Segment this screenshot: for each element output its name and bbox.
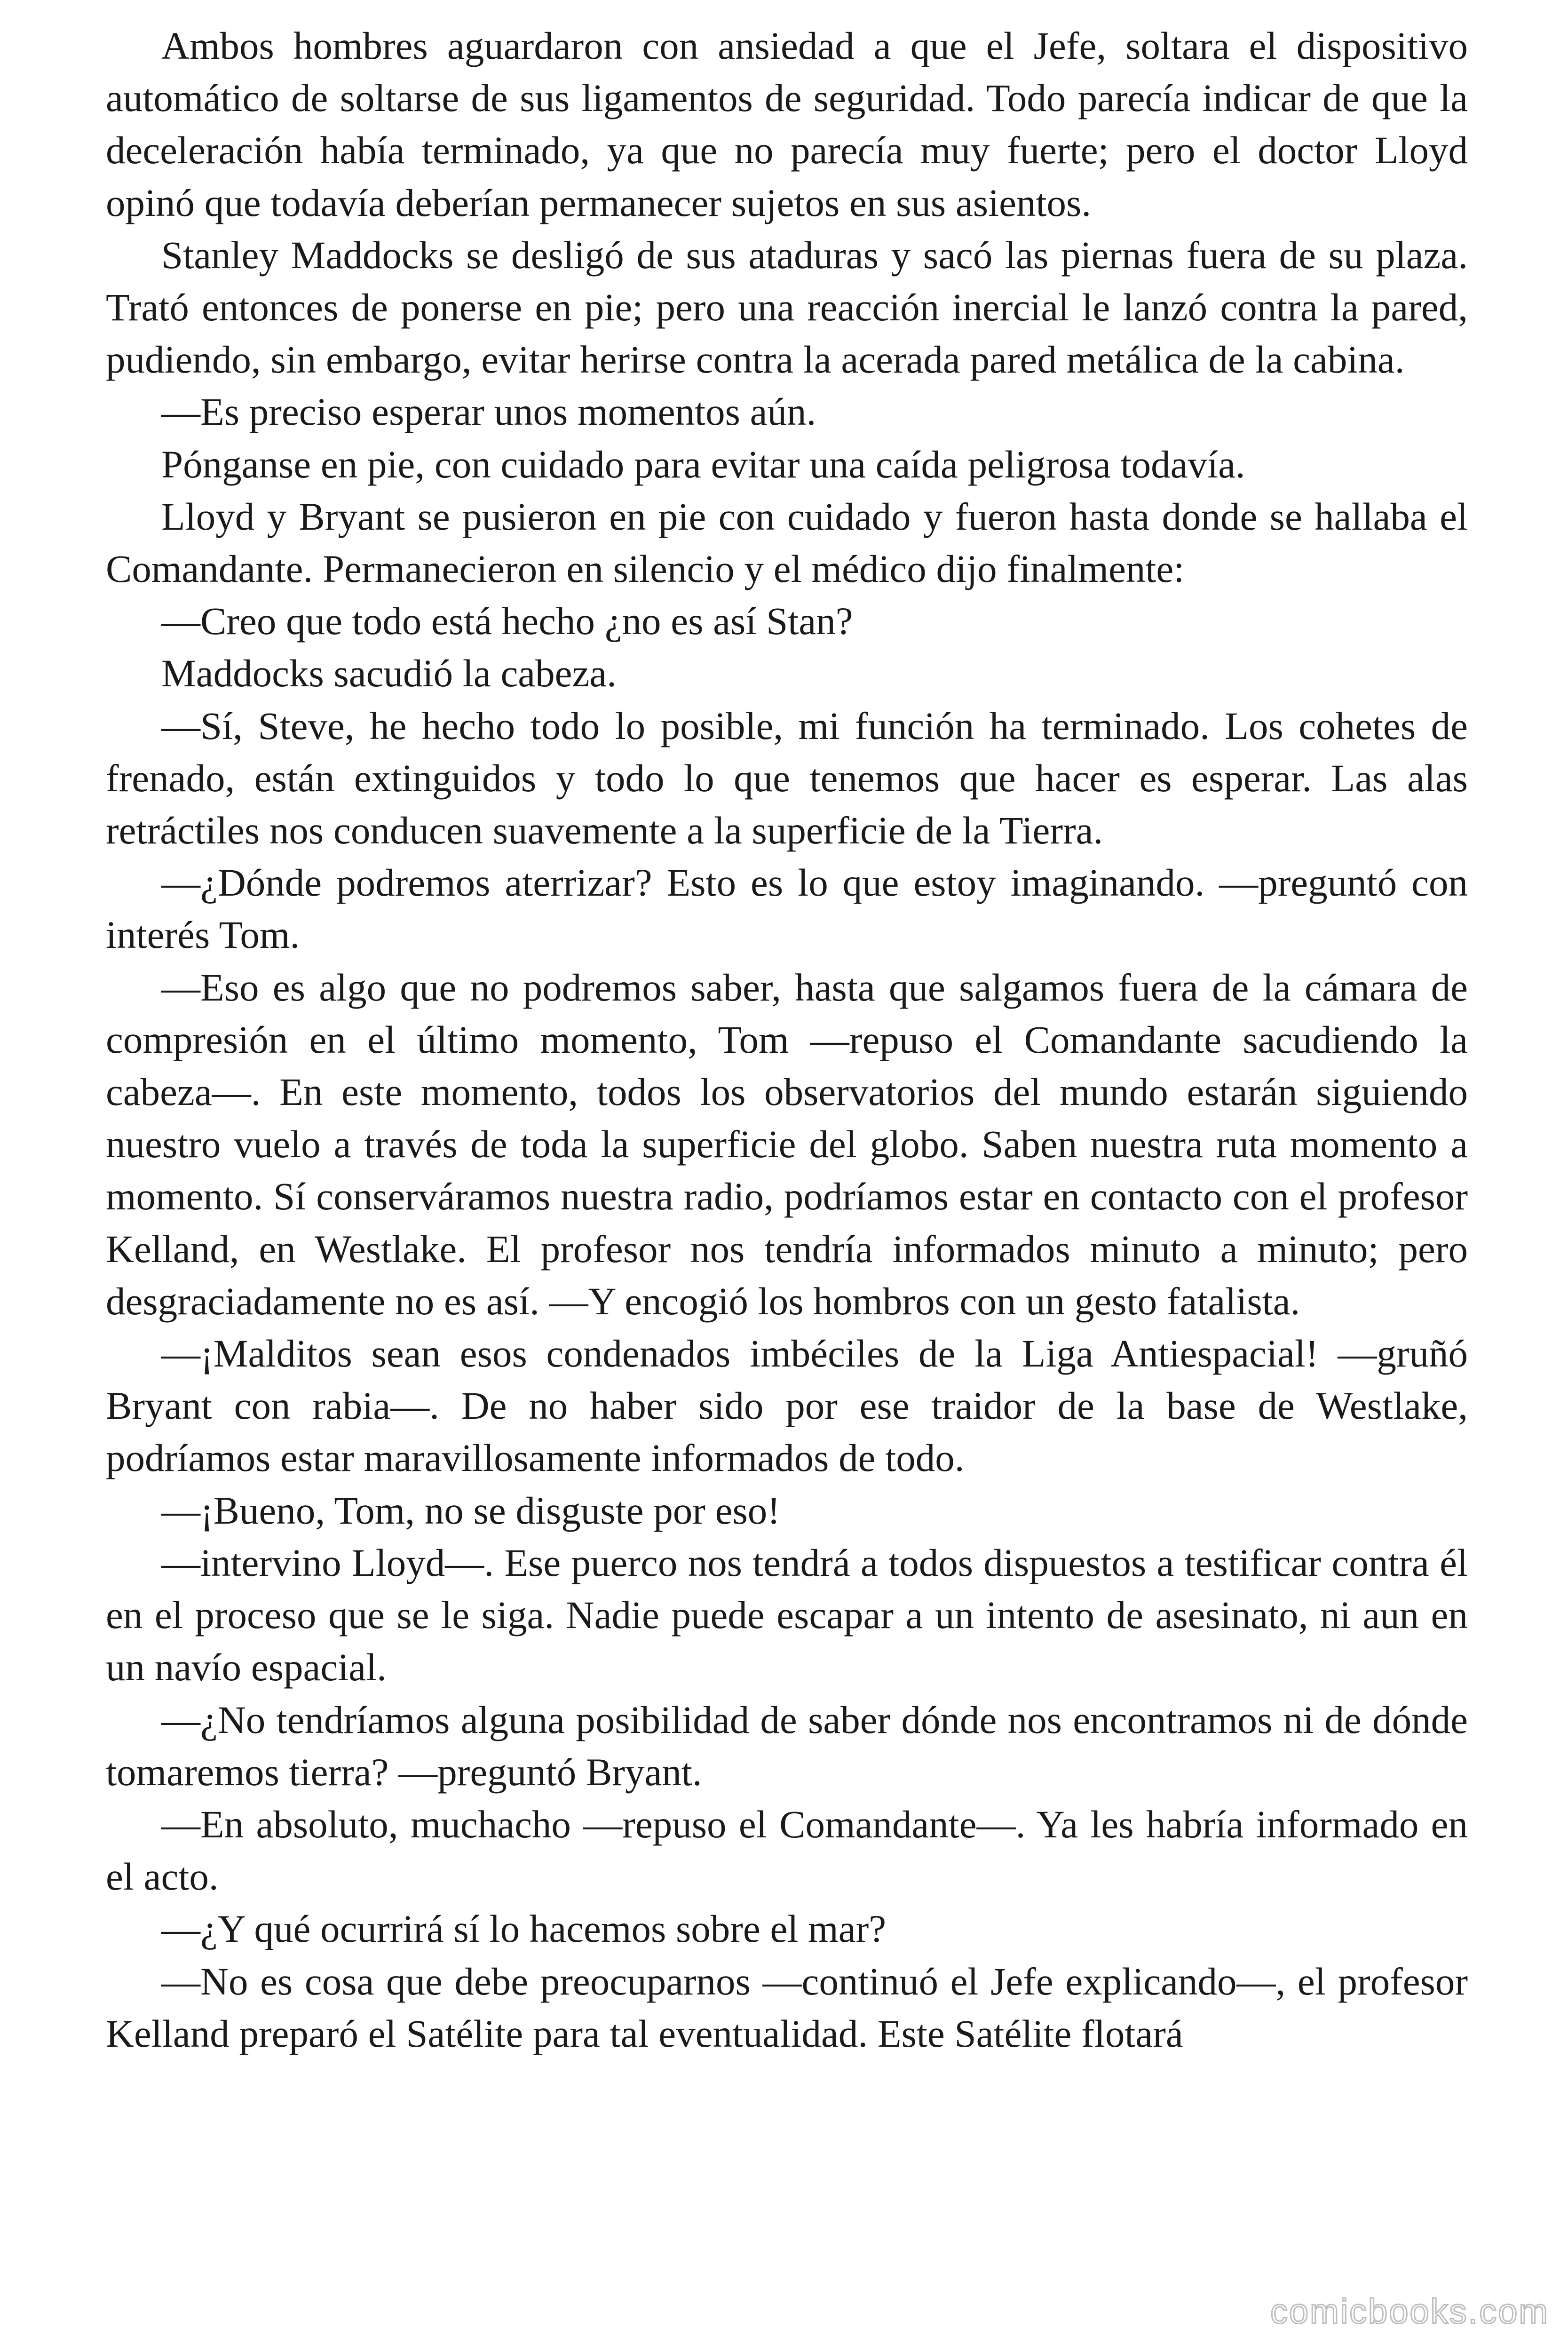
book-page (106, 20, 1468, 2325)
paragraph: —No es cosa que debe preocuparnos —continuó el Jefe explicando—, el profesor Kelland preparó el Satélite para tal eventualidad. Este Satélite flotará (106, 1959, 1468, 2055)
paragraph: —Sí, Steve, he hecho todo lo posible, mi función ha terminado. Los cohetes de frenado, están extinguidos y todo lo que tenemos que hacer es esperar. Las alas retráctiles nos conducen suavemente a la superficie de la Tierra. (106, 704, 1468, 852)
paragraph: —Eso es algo que no podremos saber, hasta que salgamos fuera de la cámara de compresión en el último momento, Tom —repuso el Comandante sacudiendo la cabeza—. En este momento, todos los observatorios del mundo estarán siguiendo nuestro vuelo a través de toda la superficie del globo. Saben nuestra ruta momento a momento. Sí conserváramos nuestra radio, podríamos estar en contacto con el profesor Kelland, en Westlake. El profesor nos tendría informados minuto a minuto; pero desgraciadamente no es así. —Y encogió los hombros con un gesto fatalista. (106, 965, 1468, 1323)
paragraph: Ambos hombres aguardaron con ansiedad a que el Jefe, soltara el dispositivo automático de soltarse de sus ligamentos de seguridad. Todo parecía indicar de que la deceleración había terminado, ya que no parecía muy fuerte; pero el doctor Lloyd opinó que todavía deberían permanecer sujetos en sus asientos. (106, 24, 1468, 224)
paragraph: Pónganse en pie, con cuidado para evitar una caída peligrosa todavía. (161, 442, 1245, 486)
watermark: comicbooks.com (1270, 2292, 1549, 2331)
paragraph: Lloyd y Bryant se pusieron en pie con cuidado y fueron hasta donde se hallaba el Comandante. Permanecieron en silencio y el médico dijo finalmente: (106, 494, 1468, 591)
paragraph: —intervino Lloyd—. Ese puerco nos tendrá a todos dispuestos a testificar contra él en el proceso que se le siga. Nadie puede escapar a un intento de asesinato, ni aun en un navío espacial. (106, 1541, 1468, 1689)
paragraph: Maddocks sacudió la cabeza. (161, 652, 617, 695)
paragraph: —¿Y qué ocurrirá sí lo hacemos sobre el mar? (161, 1907, 887, 1951)
paragraph: —Es preciso esperar unos momentos aún. (161, 390, 816, 434)
paragraph: —¿Dónde podremos aterrizar? Esto es lo que estoy imaginando. —preguntó con interés Tom. (106, 861, 1468, 957)
paragraph: —¡Bueno, Tom, no se disguste por eso! (161, 1488, 780, 1532)
paragraph: —Creo que todo está hecho ¿no es así Stan? (161, 599, 853, 643)
paragraph: Stanley Maddocks se desligó de sus ataduras y sacó las piernas fuera de su plaza. Trató entonces de ponerse en pie; pero una reacción inercial le lanzó contra la pared, pudiendo, sin embargo, evitar herirse contra la acerada pared metálica de la cabina. (106, 233, 1468, 381)
paragraph: —¡Malditos sean esos condenados imbéciles de la Liga Antiespacial! —gruñó Bryant con rabia—. De no haber sido por ese traidor de la base de Westlake, podríamos estar maravillosamente informados de todo. (106, 1332, 1468, 1480)
paragraph: —¿No tendríamos alguna posibilidad de saber dónde nos encontramos ni de dónde tomaremos tierra? —preguntó Bryant. (106, 1698, 1468, 1794)
paragraph: —En absoluto, muchacho —repuso el Comandante—. Ya les habría informado en el acto. (106, 1802, 1468, 1899)
